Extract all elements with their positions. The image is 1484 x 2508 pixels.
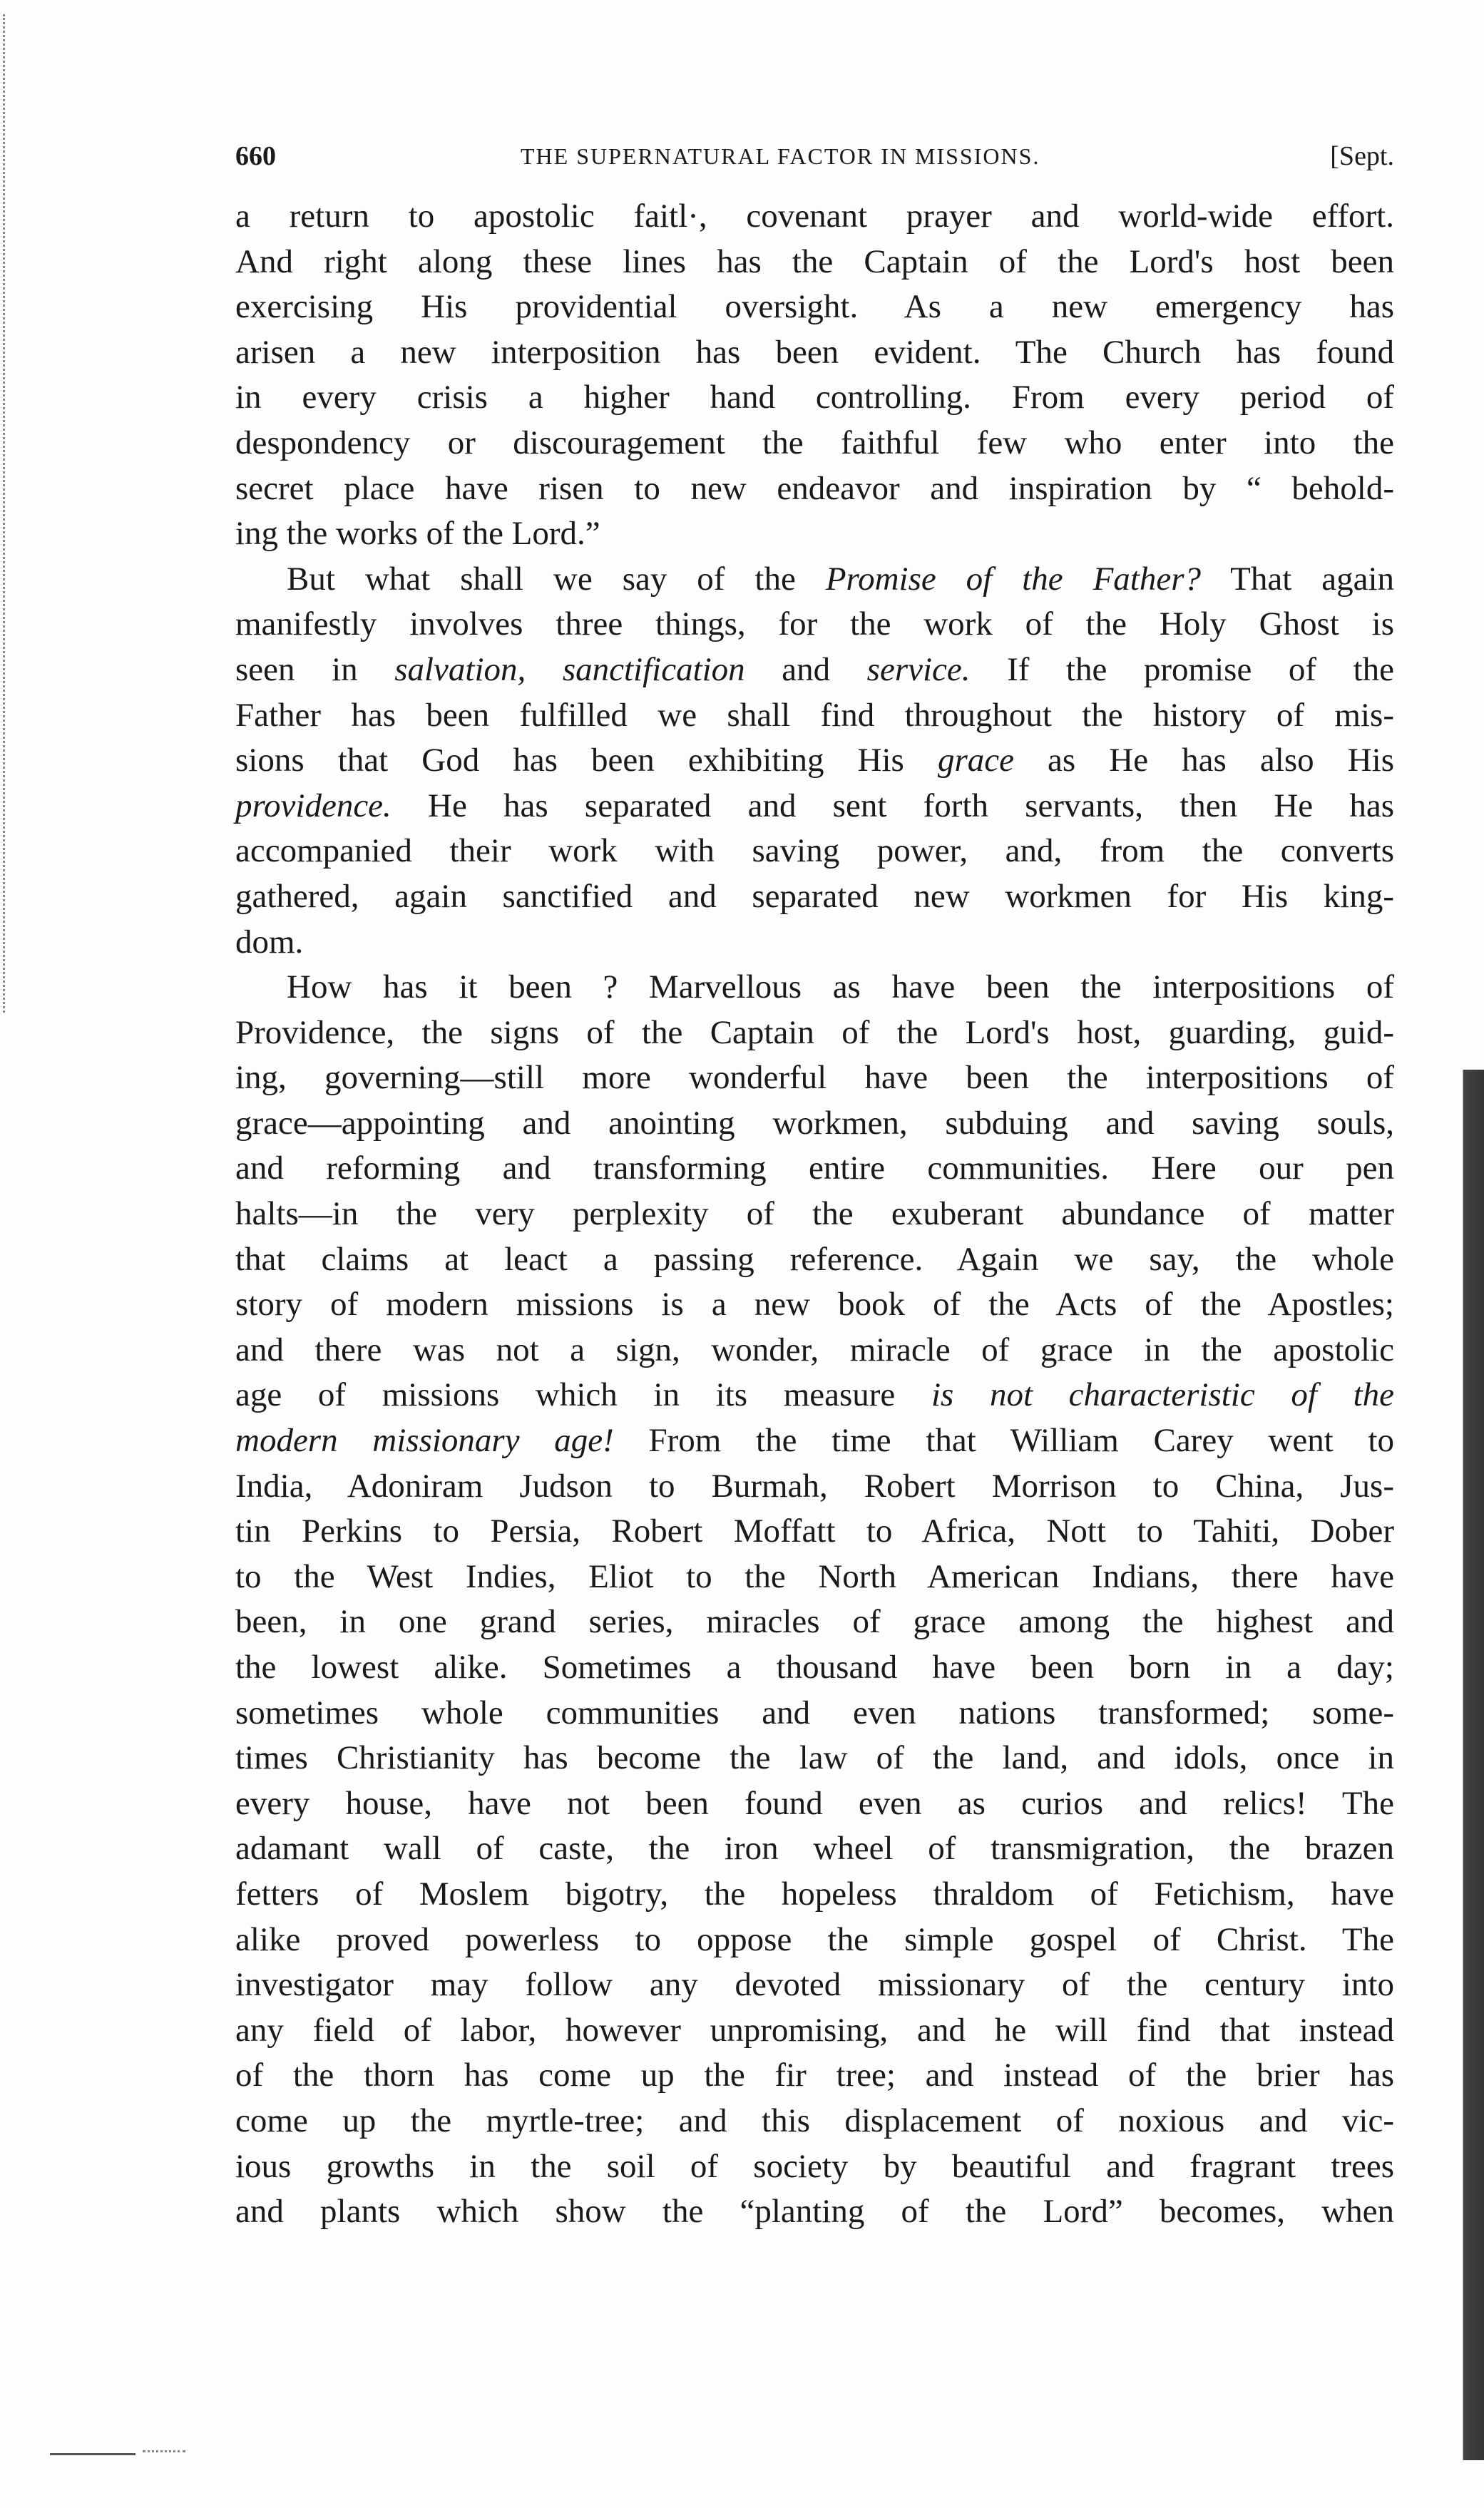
text-line bbox=[235, 330, 1394, 376]
text-segment: grace—appointing and anointing workmen, subduing and saving souls, bbox=[235, 1104, 1394, 1142]
text-segment: But what shall we say of the bbox=[287, 560, 826, 598]
text-segment: been, in one grand series, miracles of grace among the highest and bbox=[235, 1603, 1394, 1641]
text-segment: That again bbox=[1201, 560, 1395, 598]
text-segment: despondency or discouragement the faithful few who enter into the bbox=[235, 424, 1394, 461]
text-segment: Father has been fulfilled we shall find throughout the history of mis- bbox=[235, 696, 1394, 734]
text-segment: halts—in the very perplexity of the exuberant abundance of matter bbox=[235, 1195, 1394, 1233]
text-segment: India, Adoniram Judson to Burmah, Robert Morrison to China, Jus- bbox=[235, 1467, 1394, 1505]
text-segment: alike proved powerless to oppose the simple gospel of Christ. The bbox=[235, 1920, 1394, 1958]
body-text bbox=[235, 194, 1394, 2235]
text-segment: sometimes whole communities and even nations transformed; some- bbox=[235, 1694, 1394, 1731]
text-line bbox=[235, 1101, 1394, 1147]
text-line bbox=[235, 648, 1394, 693]
text-line bbox=[235, 1146, 1394, 1192]
text-line bbox=[235, 1373, 1394, 1418]
text-line bbox=[235, 1237, 1394, 1283]
text-line bbox=[235, 557, 1394, 603]
text-line bbox=[235, 421, 1394, 466]
text-line bbox=[235, 784, 1394, 829]
page bbox=[235, 135, 1394, 2235]
text-line bbox=[235, 375, 1394, 421]
text-line bbox=[235, 2008, 1394, 2054]
text-line bbox=[235, 1781, 1394, 1827]
text-segment: exercising His providential oversight. As a new emergency has bbox=[235, 288, 1394, 326]
text-segment: adamant wall of caste, the iron wheel of transmigration, the brazen bbox=[235, 1830, 1394, 1868]
text-segment: and reforming and transforming entire communities. Here our pen bbox=[235, 1150, 1394, 1187]
text-line bbox=[235, 1328, 1394, 1373]
header-date: [Sept. bbox=[1330, 141, 1394, 171]
text-segment: accompanied their work with saving power, and, from the converts bbox=[235, 832, 1394, 870]
text-segment: If the promise of the bbox=[970, 650, 1394, 688]
text-segment: ious growths in the soil of society by beautiful and fragrant trees bbox=[235, 2147, 1394, 2185]
text-line bbox=[235, 1282, 1394, 1328]
text-segment: age of missions which in its measure bbox=[235, 1376, 931, 1414]
text-segment: as He has also His bbox=[1013, 742, 1394, 779]
text-line bbox=[235, 2053, 1394, 2099]
text-segment: Providence, the signs of the Captain of the Lord's host, guarding, guid- bbox=[235, 1013, 1394, 1051]
italic-text: salvation, sanctification bbox=[394, 650, 745, 688]
text-segment: any field of labor, however unpromising, and he will find that instead bbox=[235, 2011, 1394, 2049]
text-segment: seen in bbox=[235, 650, 395, 688]
footer-rule bbox=[50, 2453, 135, 2455]
text-segment: He has separated and sent forth servants, then He has bbox=[391, 787, 1394, 824]
running-header bbox=[235, 135, 1394, 185]
text-line bbox=[235, 738, 1394, 784]
italic-text: providence. bbox=[235, 787, 392, 824]
text-line bbox=[235, 965, 1394, 1010]
text-segment: to the West Indies, Eliot to the North American Indians, there have bbox=[235, 1557, 1394, 1595]
text-line bbox=[235, 1645, 1394, 1691]
text-line bbox=[235, 1418, 1394, 1464]
text-line bbox=[235, 240, 1394, 285]
text-line bbox=[235, 1826, 1394, 1872]
text-line bbox=[235, 874, 1394, 920]
text-segment: sions that God has been exhibiting His bbox=[235, 742, 938, 779]
text-segment: From the time that William Carey went to bbox=[613, 1422, 1394, 1460]
text-segment: a return to apostolic faitl·, covenant prayer and world-wide effort. bbox=[235, 198, 1394, 235]
footer-dots bbox=[143, 2450, 185, 2452]
text-line bbox=[235, 1918, 1394, 1963]
text-line bbox=[235, 511, 1394, 557]
text-line bbox=[235, 1962, 1394, 2008]
text-segment: the lowest alike. Sometimes a thousand have been born in a day; bbox=[235, 1649, 1394, 1686]
page-number: 660 bbox=[235, 141, 276, 171]
text-line bbox=[235, 2099, 1394, 2144]
text-segment: dom. bbox=[235, 923, 304, 961]
text-line bbox=[235, 1509, 1394, 1555]
italic-text: service. bbox=[866, 650, 971, 688]
text-line bbox=[235, 2189, 1394, 2235]
text-segment: investigator may follow any devoted missionary of the century into bbox=[235, 1966, 1394, 2004]
text-segment: ing the works of the Lord.” bbox=[235, 515, 600, 553]
italic-text: grace bbox=[937, 742, 1014, 779]
text-segment: And right along these lines has the Captain of the Lord's host been bbox=[235, 242, 1394, 280]
text-segment: every house, have not been found even as curios and relics! The bbox=[235, 1784, 1394, 1822]
italic-text: modern missionary age! bbox=[235, 1422, 614, 1460]
text-segment: How has it been ? Marvellous as have been the interpositions of bbox=[287, 968, 1394, 1006]
text-segment: and there was not a sign, wonder, miracle of grace in the apostolic bbox=[235, 1331, 1394, 1368]
scan-margin-artifact bbox=[3, 14, 26, 1013]
text-line bbox=[235, 829, 1394, 874]
text-segment: fetters of Moslem bigotry, the hopeless thraldom of Fetichism, have bbox=[235, 1875, 1394, 1913]
scan-edge-shadow bbox=[1454, 1070, 1484, 2460]
text-line bbox=[235, 285, 1394, 330]
text-line bbox=[235, 1464, 1394, 1510]
text-segment: and plants which show the “planting of the Lord” becomes, when bbox=[235, 2193, 1394, 2231]
text-segment: secret place have risen to new endeavor and inspiration by “ behold- bbox=[235, 469, 1394, 507]
text-segment: and bbox=[744, 650, 867, 688]
italic-text: is not characteristic of the bbox=[931, 1376, 1394, 1414]
text-segment: manifestly involves three things, for the work of the Holy Ghost is bbox=[235, 605, 1394, 643]
text-line bbox=[235, 1555, 1394, 1600]
text-line bbox=[235, 1736, 1394, 1781]
text-line bbox=[235, 1691, 1394, 1736]
text-line bbox=[235, 1192, 1394, 1237]
text-line bbox=[235, 466, 1394, 512]
text-segment: of the thorn has come up the fir tree; and instead of the brier has bbox=[235, 2057, 1394, 2094]
italic-text: Promise of the Father? bbox=[825, 560, 1202, 598]
text-line bbox=[235, 194, 1394, 240]
text-line bbox=[235, 2144, 1394, 2190]
text-line bbox=[235, 1600, 1394, 1645]
text-segment: arisen a new interposition has been evident. The Church has found bbox=[235, 333, 1394, 371]
text-segment: ing, governing—still more wonderful have been the interpositions of bbox=[235, 1059, 1394, 1097]
text-line bbox=[235, 1872, 1394, 1918]
text-segment: that claims at leact a passing reference. Again we say, the whole bbox=[235, 1240, 1394, 1278]
running-title: THE SUPERNATURAL FACTOR IN MISSIONS. bbox=[521, 143, 1040, 169]
text-segment: come up the myrtle-tree; and this displacement of noxious and vic- bbox=[235, 2102, 1394, 2139]
text-segment: tin Perkins to Persia, Robert Moffatt to Africa, Nott to Tahiti, Dober bbox=[235, 1513, 1394, 1550]
text-segment: times Christianity has become the law of the land, and idols, once in bbox=[235, 1739, 1394, 1777]
text-line bbox=[235, 693, 1394, 739]
text-segment: story of modern missions is a new book of the Acts of the Apostles; bbox=[235, 1286, 1394, 1324]
text-segment: in every crisis a higher hand controlling. From every period of bbox=[235, 379, 1394, 416]
text-line bbox=[235, 1055, 1394, 1101]
text-line bbox=[235, 920, 1394, 966]
text-line bbox=[235, 1010, 1394, 1056]
text-segment: gathered, again sanctified and separated new workmen for His king- bbox=[235, 877, 1394, 915]
text-line bbox=[235, 602, 1394, 648]
